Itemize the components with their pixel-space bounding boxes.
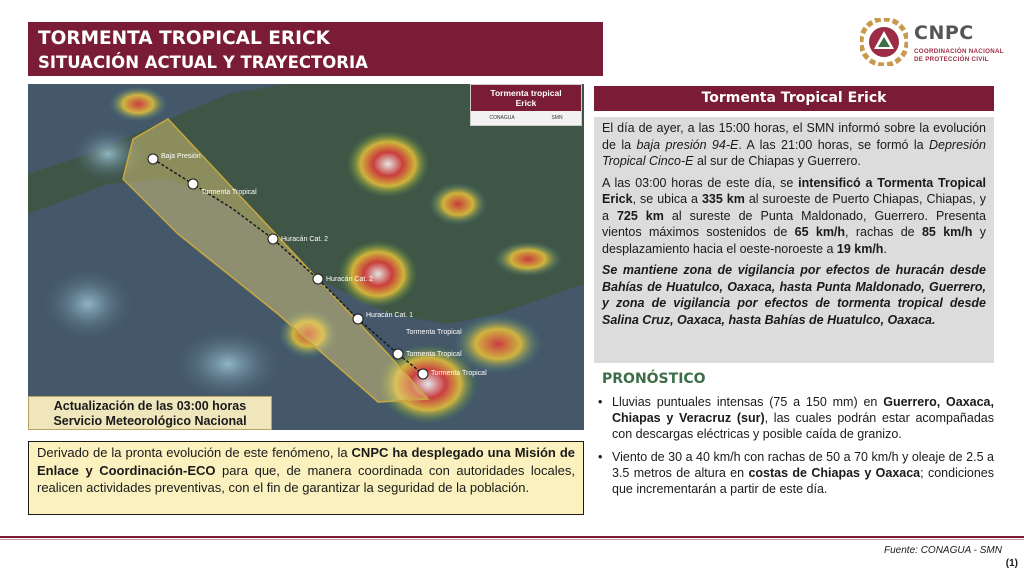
- map-legend-title: [471, 85, 581, 108]
- page-title: TORMENTA TROPICAL ERICK: [38, 28, 330, 49]
- map-caption-line2: Servicio Meteorológico Nacional: [53, 414, 247, 428]
- map-caption-line1: Actualización de las 03:00 horas: [53, 399, 247, 413]
- storm-panel-title: Tormenta Tropical Erick: [594, 86, 994, 111]
- bullet-icon: •: [598, 395, 603, 409]
- satellite-image: [28, 84, 584, 430]
- conagua-logo: CONAGUA: [489, 115, 515, 121]
- cnpc-emblem-icon: [860, 18, 908, 66]
- track-label: Huracán Cat. 2: [281, 236, 329, 243]
- legend-title-line1: Tormenta tropical: [490, 88, 562, 98]
- track-label: Huracán Cat. 2: [326, 276, 374, 283]
- logo-subtitle-line2: DE PROTECCIÓN CIVIL: [914, 56, 989, 63]
- page-number: (1): [1005, 558, 1018, 569]
- notice-text: Derivado de la pronta evolución de este fenómeno, la: [37, 445, 352, 460]
- track-label: Tormenta Tropical: [431, 370, 487, 377]
- track-label: Tormenta Tropical: [201, 189, 257, 196]
- desc-paragraph-3: Se mantiene zona de vigilancia por efectos de huracán desde Bahías de Huatulco, Oaxaca, hasta Punta Maldonado, Guerrero, y zona de vigilancia por efectos de tormenta tropical desde Salina Cruz, Oaxaca, hasta Bahías de Huatulco, Oaxaca.: [602, 263, 986, 327]
- track-label: Tormenta Tropical: [406, 329, 462, 336]
- logo-brand: CNPC: [914, 22, 974, 44]
- legend-title-line2: Erick: [515, 98, 537, 108]
- map-caption: [28, 396, 272, 430]
- logo-subtitle-line1: COORDINACIÓN NACIONAL: [914, 48, 1004, 55]
- map-legend: [470, 84, 582, 126]
- source-note: Fuente: CONAGUA - SMN: [884, 545, 1002, 556]
- cnpc-logo: [860, 16, 1020, 74]
- storm-description: [594, 117, 994, 363]
- eco-mission-notice: [28, 441, 584, 515]
- footer-divider: [0, 536, 1024, 538]
- title-banner: [28, 22, 603, 76]
- forecast-list: [598, 394, 994, 504]
- logo-subtitle: [914, 48, 1004, 64]
- track-label: Huracán Cat. 1: [366, 312, 414, 319]
- track-label: Tormenta Tropical: [406, 351, 462, 358]
- notice-bold: CNPC ha desplegado una Misión de Enlace y Coordinación-ECO: [37, 445, 575, 478]
- forecast-title: PRONÓSTICO: [602, 371, 706, 387]
- notice-text: para que, de manera coordinada con autoridades locales, realicen actividades preventivas, con el fin de garantizar la seguridad de la población.: [37, 462, 575, 495]
- smn-logo: SMN: [551, 115, 563, 121]
- track-label: Baja Presión: [161, 153, 201, 160]
- bullet-icon: •: [598, 450, 603, 464]
- desc-paragraph-1: El día de ayer, a las 15:00 horas, el SMN informó sobre la evolución de la baja presión 94-E. A las 21:00 horas, se formó la Depresión Tropical Cinco-E al sur de Chiapas y Guerrero.: [602, 121, 986, 168]
- desc-paragraph-2: A las 03:00 horas de este día, se intensificó a Tormenta Tropical Erick, se ubica a 335 km al suroeste de Puerto Chiapas, Chiapas, y a 725 km al sureste de Punta Maldonado, Guerrero. Presenta vientos máximos sostenidos de 65 km/h, rachas de 85 km/h y desplazamiento hacia el oeste-noroeste a 19 km/h.: [602, 175, 986, 256]
- page-subtitle: SITUACIÓN ACTUAL Y TRAYECTORIA: [38, 53, 368, 72]
- footer-divider-thin: [0, 539, 1024, 540]
- satellite-track-map: [28, 84, 584, 430]
- forecast-item-wind: • Viento de 30 a 40 km/h con rachas de 50 a 70 km/h y oleaje de 2.5 a 3.5 metros de altura en costas de Chiapas y Oaxaca; condiciones que incrementarán a partir de este día.: [598, 450, 994, 496]
- map-legend-logos: [471, 111, 581, 125]
- forecast-item-rain: • Lluvias puntuales intensas (75 a 150 mm) en Guerrero, Oaxaca, Chiapas y Veracruz (sur), las cuales podrán estar acompañadas con descargas eléctricas y posible caída de granizo.: [598, 395, 994, 441]
